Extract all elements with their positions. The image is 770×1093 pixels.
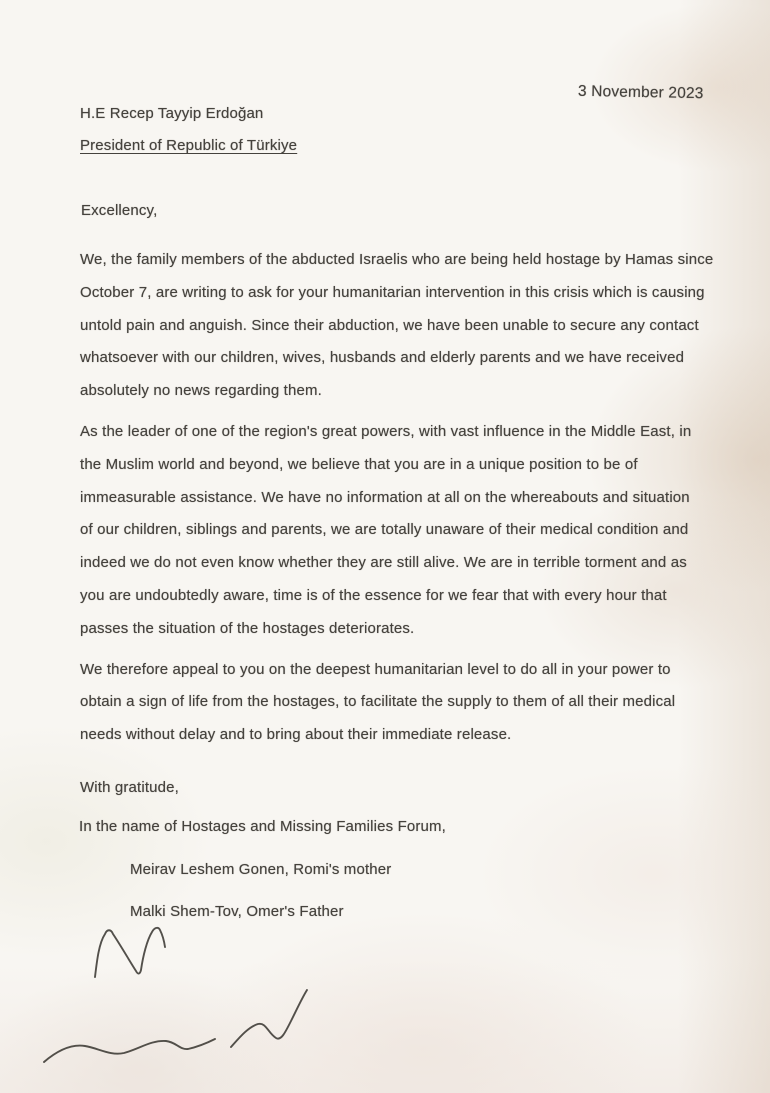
- signatory-name-1: Meirav Leshem Gonen, Romi's mother: [130, 861, 392, 878]
- letter-line: obtain a sign of life from the hostages, to facilitate the supply to them of all their medical: [80, 693, 676, 711]
- letter-line: passes the situation of the hostages deteriorates.: [80, 619, 415, 637]
- letter-line: absolutely no news regarding them.: [80, 382, 322, 400]
- letter-line: We, the family members of the abducted Israelis who are being held hostage by Hamas since: [80, 251, 714, 268]
- letter-paragraph: [80, 416, 710, 646]
- letter-line: We therefore appeal to you on the deepest humanitarian level to do all in your power to: [80, 660, 671, 678]
- letter-line: indeed we do not even know whether they are still alive. We are in terrible torment and as: [80, 554, 687, 572]
- signature-stroke-flourish: [231, 990, 307, 1047]
- letter-line: needs without delay and to bring about their immediate release.: [80, 726, 512, 744]
- letter-line: the Muslim world and beyond, we believe that you are in a unique position to be of: [80, 455, 638, 473]
- closing-on-behalf: In the name of Hostages and Missing Families Forum,: [79, 818, 446, 835]
- letter-line: you are undoubtedly aware, time is of the essence for we fear that with every hour that: [80, 586, 667, 604]
- signature-stroke-n-shape: [95, 928, 165, 977]
- closing-gratitude: With gratitude,: [80, 779, 179, 796]
- letter-paragraph: [80, 244, 714, 408]
- letter-line: immeasurable assistance. We have no information at all on the whereabouts and situation: [80, 488, 690, 506]
- signature-stroke-long-wave: [44, 1039, 215, 1062]
- recipient-title: President of Republic of Türkiye: [80, 137, 298, 154]
- letter-line: As the leader of one of the region's great powers, with vast influence in the Middle East, in: [80, 422, 692, 440]
- salutation: Excellency,: [81, 202, 158, 219]
- letter-line: untold pain and anguish. Since their abduction, we have been unable to secure any contact: [80, 316, 699, 334]
- letter-paragraph: [80, 654, 710, 752]
- letter-line: October 7, are writing to ask for your humanitarian intervention in this crisis which is causing: [80, 283, 705, 301]
- recipient-name: H.E Recep Tayyip Erdoğan: [80, 105, 264, 122]
- letter-body: [80, 244, 714, 760]
- letter-date: 3 November 2023: [577, 82, 704, 103]
- signatory-name-2: Malki Shem-Tov, Omer's Father: [130, 903, 344, 920]
- letter-line: whatsoever with our children, wives, husbands and elderly parents and we have received: [80, 349, 685, 367]
- letter-line: of our children, siblings and parents, we are totally unaware of their medical condition and: [80, 521, 689, 539]
